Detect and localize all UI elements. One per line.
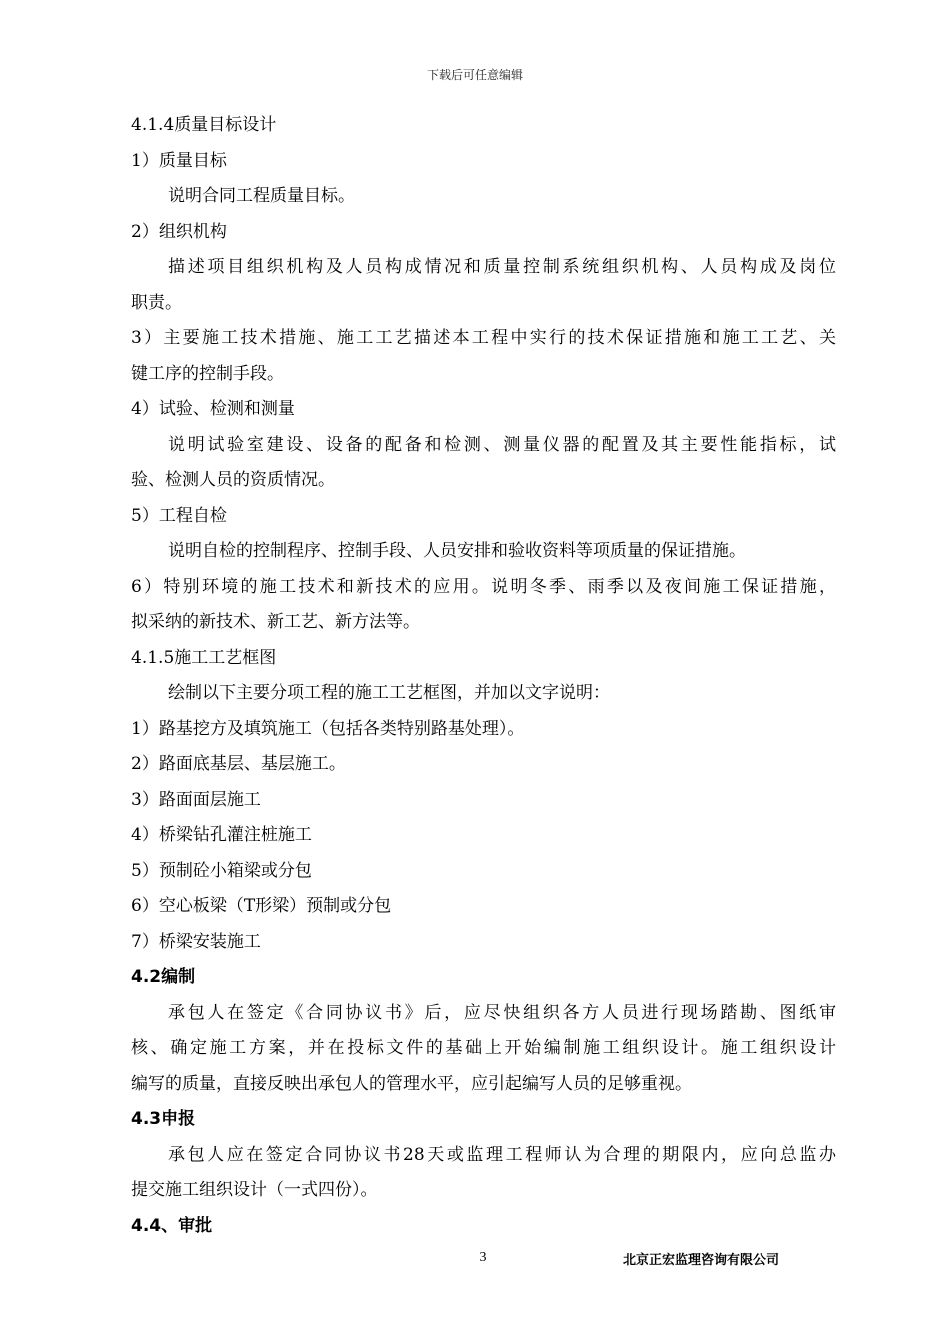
text-line: 绘制以下主要分项工程的施工工艺框图，并加以文字说明： bbox=[168, 683, 610, 703]
text-line: 键工序的控制手段。 bbox=[131, 363, 284, 384]
header-note: 下载后可任意编辑 bbox=[426, 68, 523, 82]
text-line: 3）主要施工技术措施、施工工艺描述本工程中实行的技术保证措施和施工工艺、关 bbox=[131, 328, 836, 348]
section-heading: 4.3申报 bbox=[131, 1109, 196, 1129]
text-line: 2）组织机构 bbox=[131, 221, 227, 242]
text-line: 核、确定施工方案，并在投标文件的基础上开始编制施工组织设计。施工组织设计 bbox=[131, 1038, 836, 1058]
text-line: 描述项目组织机构及人员构成情况和质量控制系统组织机构、人员构成及岗位 bbox=[168, 257, 836, 277]
text-line: 编写的质量，直接反映出承包人的管理水平，应引起编写人员的足够重视。 bbox=[131, 1073, 692, 1094]
text-line: 1）质量目标 bbox=[131, 150, 227, 171]
text-line: 5）预制砼小箱梁或分包 bbox=[131, 860, 312, 881]
text-line: 说明合同工程质量目标。 bbox=[168, 186, 355, 206]
section-heading: 4.4、审批 bbox=[131, 1215, 213, 1236]
text-line: 2）路面底基层、基层施工。 bbox=[131, 754, 346, 774]
text-line: 说明试验室建设、设备的配备和检测、测量仪器的配置及其主要性能指标，试 bbox=[168, 434, 836, 455]
text-line: 6）空心板梁（T形梁）预制或分包 bbox=[131, 896, 392, 916]
text-line: 承包人在签定《合同协议书》后，应尽快组织各方人员进行现场踏勘、图纸审 bbox=[168, 1002, 836, 1023]
text-line: 职责。 bbox=[131, 292, 182, 313]
text-line: 4）试验、检测和测量 bbox=[131, 399, 295, 419]
text-line: 说明自检的控制程序、控制手段、人员安排和验收资料等项质量的保证措施。 bbox=[168, 541, 746, 561]
text-line: 提交施工组织设计（一式四份）。 bbox=[131, 1180, 378, 1200]
text-line: 6）特别环境的施工技术和新技术的应用。说明冬季、雨季以及夜间施工保证措施， bbox=[131, 576, 836, 597]
text-line: 3）路面面层施工 bbox=[131, 789, 261, 810]
text-line: 5）工程自检 bbox=[131, 505, 227, 526]
page-number: 3 bbox=[479, 1250, 487, 1265]
document-body bbox=[131, 108, 836, 1244]
text-line: 4.1.5施工工艺框图 bbox=[131, 647, 277, 668]
section-heading: 4.2编制 bbox=[131, 967, 196, 987]
text-line: 承包人应在签定合同协议书28天或监理工程师认为合理的期限内，应向总监办 bbox=[168, 1144, 836, 1165]
footer-company: 北京正宏监理咨询有限公司 bbox=[622, 1253, 779, 1268]
text-line: 1）路基挖方及填筑施工（包括各类特别路基处理）。 bbox=[131, 718, 525, 739]
text-line: 7）桥梁安装施工 bbox=[131, 931, 261, 952]
text-line: 4）桥梁钻孔灌注桩施工 bbox=[131, 825, 312, 845]
text-line: 拟采纳的新技术、新工艺、新方法等。 bbox=[131, 612, 420, 632]
text-line: 4.1.4质量目标设计 bbox=[131, 115, 277, 135]
text-line: 验、检测人员的资质情况。 bbox=[131, 470, 335, 490]
